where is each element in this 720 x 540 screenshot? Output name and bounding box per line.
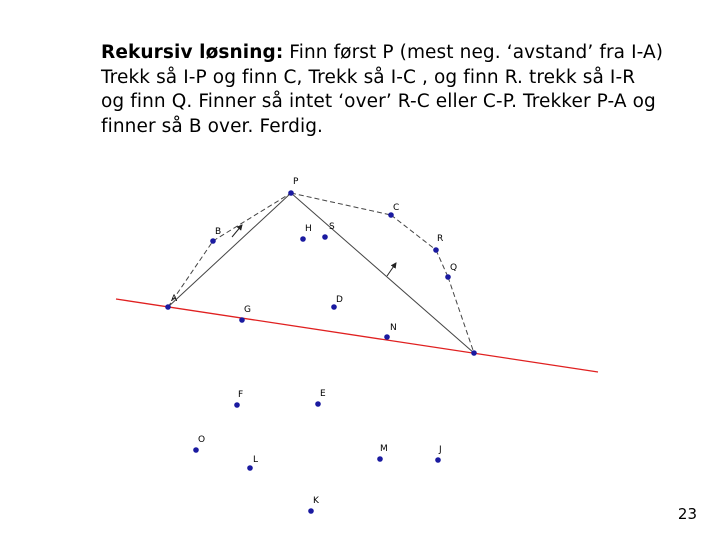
point-label-g: G (244, 305, 251, 315)
point-label-s: S (329, 222, 335, 232)
point-dot-c (388, 212, 394, 218)
text-line-4: finner så B over. Ferdig. (101, 115, 324, 137)
point-label-j: J (439, 445, 442, 455)
point-j (435, 445, 441, 463)
point-dot-i (471, 350, 477, 356)
points-layer (165, 177, 477, 514)
point-n (384, 323, 397, 340)
point-g (239, 305, 251, 323)
point-dot-k (308, 508, 314, 514)
direction-arrow-right (387, 263, 396, 276)
point-dot-a (165, 304, 171, 310)
point-dot-h (300, 236, 306, 242)
point-label-b: B (215, 227, 222, 237)
point-dot-m (377, 456, 383, 462)
point-label-o: O (198, 435, 206, 445)
baseline-i-a (116, 299, 598, 372)
point-label-d: D (336, 295, 343, 305)
point-label-k: K (313, 496, 319, 506)
point-dot-r (433, 247, 439, 253)
heading-label: Rekursiv løsning: (101, 42, 284, 63)
point-dot-d (331, 304, 337, 310)
point-q (445, 263, 457, 280)
point-label-r: R (437, 234, 444, 244)
point-r (433, 234, 443, 253)
point-dot-q (445, 274, 451, 280)
point-h (300, 224, 312, 242)
point-label-m: M (380, 444, 388, 454)
point-dot-n (384, 334, 390, 340)
text-line-3: og finn Q. Finner så intet ‘over’ R-C eller C-P. Trekker P-A og (101, 91, 656, 112)
dashed-edge-r-q (436, 250, 448, 277)
point-dot-j (435, 457, 441, 463)
dashed-edge-c-r (391, 215, 436, 250)
point-b (210, 227, 221, 244)
point-label-q: Q (450, 263, 458, 273)
point-label-f: F (238, 390, 244, 400)
point-p (288, 177, 299, 196)
point-dot-o (193, 447, 199, 453)
dashed-edge-p-c (291, 193, 391, 215)
point-d (331, 295, 343, 310)
point-dot-p (288, 190, 294, 196)
point-dot-g (239, 317, 245, 323)
solid-edge-a-p (168, 193, 291, 307)
point-l (247, 455, 258, 471)
point-k (308, 496, 320, 514)
point-dot-e (315, 401, 321, 407)
point-dot-l (247, 465, 253, 471)
point-m (377, 444, 388, 462)
point-dot-f (234, 402, 240, 408)
point-label-c: C (393, 203, 400, 213)
point-f (234, 390, 243, 408)
point-e (315, 389, 326, 407)
point-i (471, 350, 477, 356)
point-s (322, 222, 335, 240)
point-c (388, 203, 399, 218)
point-o (193, 435, 205, 453)
dashed-edge-b-p (213, 193, 291, 241)
point-label-l: L (253, 455, 259, 465)
point-label-h: H (305, 224, 312, 234)
text-line-2: Trekk så I-P og finn C, Trekk så I-C , og finn R. trekk så I-R (101, 66, 636, 88)
page-number: 23 (677, 505, 697, 523)
point-dot-b (210, 238, 216, 244)
point-label-p: P (293, 177, 299, 187)
text-line-1-rest: Finn først P (mest neg. ‘avstand’ fra I-A) (283, 42, 664, 63)
point-label-a: A (171, 294, 178, 304)
point-label-n: N (390, 323, 397, 333)
point-label-e: E (320, 389, 326, 399)
point-dot-s (322, 234, 328, 240)
hull-edges (168, 193, 474, 353)
